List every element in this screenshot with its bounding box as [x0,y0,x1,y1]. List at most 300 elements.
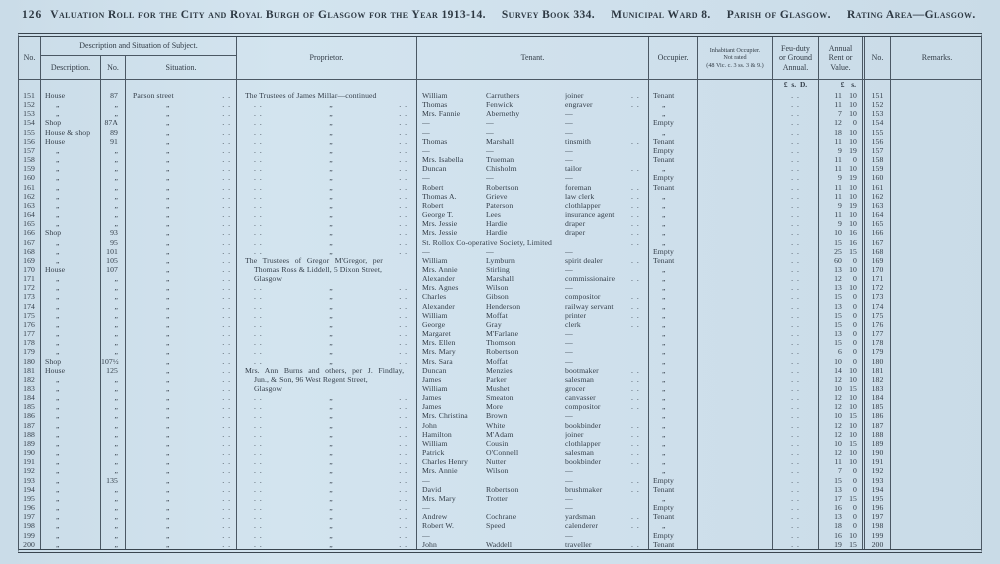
situation-cell: „ . . [126,210,237,219]
situation-cell: „ . . [126,485,237,494]
remarks-cell [891,393,983,402]
remarks-cell [891,439,983,448]
street-number-cell: „ [101,320,126,329]
inhabitant-occupier-cell [698,192,773,201]
feu-duty-cell: . . [773,320,819,329]
remarks-cell [891,137,983,146]
annual-rent-cell: 10 0 [819,357,865,366]
inhabitant-occupier-cell [698,292,773,301]
occupier-cell: „ [649,430,698,439]
remarks-cell [891,521,983,530]
inhabitant-occupier-cell [698,512,773,521]
inhabitant-occupier-cell [698,521,773,530]
description-cell: „ [41,384,101,393]
remarks-cell [891,485,983,494]
table-row [19,457,981,466]
situation-cell: „ . . [126,503,237,512]
inhabitant-occupier-cell [698,219,773,228]
situation-cell: „ . . [126,201,237,210]
occupier-cell: „ [649,338,698,347]
feu-duty-cell: . . [773,494,819,503]
header-occupier: Occupier. [649,37,698,79]
table-row [19,485,981,494]
row-number-left: 178 [19,338,41,347]
header-proprietor: Proprietor. [237,37,417,79]
tenant-cell: James More compositor . . [417,402,649,411]
inhabitant-occupier-cell [698,183,773,192]
table-row [19,448,981,457]
occupier-cell: „ [649,128,698,137]
annual-rent-cell: 15 0 [819,311,865,320]
annual-rent-cell: 6 0 [819,347,865,356]
row-number-right: 180 [865,357,891,366]
row-number-left: 167 [19,238,41,247]
occupier-cell: „ [649,320,698,329]
inhabitant-occupier-cell [698,384,773,393]
occupier-cell: „ [649,521,698,530]
situation-cell: „ . . [126,173,237,182]
street-number-cell: „ [101,494,126,503]
annual-rent-cell: 11 10 [819,192,865,201]
remarks-cell [891,109,983,118]
table-row [19,155,981,164]
inhabitant-occupier-cell [698,173,773,182]
feu-duty-cell: . . [773,109,819,118]
row-number-right: 166 [865,228,891,237]
row-number-right: 193 [865,476,891,485]
page-number: 126 [22,9,43,21]
occupier-cell: Tenant [649,256,698,265]
inhabitant-occupier-cell [698,210,773,219]
annual-rent-cell: 9 10 [819,219,865,228]
inhabitant-occupier-cell [698,393,773,402]
occupier-cell: „ [649,494,698,503]
situation-cell: „ . . [126,274,237,283]
table-row [19,384,981,393]
proprietor-cell: . . „ . . [237,192,417,201]
situation-cell: „ . . [126,512,237,521]
occupier-cell: „ [649,357,698,366]
street-number-cell: „ [101,439,126,448]
proprietor-cell: . . „ . . [237,448,417,457]
tenant-cell: William Lymburn spirit dealer . . [417,256,649,265]
remarks-cell [891,311,983,320]
table-row [19,256,981,265]
row-number-right: 187 [865,421,891,430]
row-number-right: 162 [865,192,891,201]
situation-cell: „ . . [126,192,237,201]
row-number-right: 188 [865,430,891,439]
description-cell: House [41,137,101,146]
row-number-right: 163 [865,201,891,210]
annual-rent-cell: 10 15 [819,411,865,420]
inhabitant-occupier-cell [698,366,773,375]
feu-duty-cell: . . [773,521,819,530]
tenant-cell: Mrs. Mary Robertson — [417,347,649,356]
row-number-left: 187 [19,421,41,430]
annual-rent-cell: 25 15 [819,247,865,256]
situation-cell: „ . . [126,183,237,192]
annual-rent-cell: 10 16 [819,228,865,237]
inhabitant-occupier-cell [698,283,773,292]
table-row [19,366,981,375]
proprietor-cell: Glasgow [237,384,417,393]
row-number-right: 186 [865,411,891,420]
inhabitant-occupier-cell [698,265,773,274]
occupier-cell: Empty [649,118,698,127]
situation-cell: „ . . [126,329,237,338]
feu-duty-cell: . . [773,192,819,201]
proprietor-cell: . . „ . . [237,137,417,146]
row-number-right: 151 [865,91,891,100]
row-number-right: 176 [865,320,891,329]
row-number-right: 154 [865,118,891,127]
situation-cell: „ . . [126,439,237,448]
table-row [19,357,981,366]
table-row [19,476,981,485]
proprietor-cell: . . „ . . [237,183,417,192]
street-number-cell: „ [101,457,126,466]
description-cell: „ [41,338,101,347]
situation-cell: „ . . [126,448,237,457]
inhabitant-occupier-cell [698,466,773,475]
page-title [42,9,983,21]
feu-duty-cell: . . [773,137,819,146]
situation-cell: „ . . [126,219,237,228]
situation-cell: „ . . [126,494,237,503]
inhabitant-occupier-cell [698,128,773,137]
row-number-right: 199 [865,531,891,540]
feu-duty-cell: . . [773,329,819,338]
occupier-cell: „ [649,466,698,475]
street-number-cell: „ [101,540,126,549]
annual-rent-cell: 12 10 [819,430,865,439]
header-no-left: No. [19,37,41,79]
occupier-cell: „ [649,100,698,109]
inhabitant-occupier-cell [698,430,773,439]
situation-cell: „ . . [126,146,237,155]
feu-duty-cell: . . [773,476,819,485]
situation-cell: „ . . [126,384,237,393]
description-cell: House [41,265,101,274]
street-number-cell: „ [101,375,126,384]
remarks-cell [891,128,983,137]
situation-cell: „ . . [126,247,237,256]
tenant-cell: — — — [417,128,649,137]
row-number-left: 157 [19,146,41,155]
annual-rent-cell: 11 10 [819,137,865,146]
street-number-cell: „ [101,192,126,201]
description-cell: „ [41,192,101,201]
feu-duty-cell: . . [773,439,819,448]
feu-duty-cell: . . [773,430,819,439]
occupier-cell: „ [649,109,698,118]
tenant-cell: Mrs. Mary Trotter — [417,494,649,503]
remarks-cell [891,430,983,439]
remarks-cell [891,146,983,155]
description-cell: „ [41,302,101,311]
tenant-cell: Alexander Henderson railway servant . . [417,302,649,311]
tenant-cell: Andrew Cochrane yardsman . . [417,512,649,521]
tenant-cell: Robert Paterson clothlapper . . [417,201,649,210]
occupier-cell: „ [649,448,698,457]
description-cell: „ [41,512,101,521]
inhabitant-occupier-cell [698,256,773,265]
description-cell: „ [41,393,101,402]
description-cell: „ [41,457,101,466]
header-no-right: No. [865,37,891,79]
table-row [19,183,981,192]
valuation-table [18,33,982,553]
inhabitant-occupier-cell [698,494,773,503]
occupier-cell: „ [649,238,698,247]
tenant-cell: St. Rollox Co-operative Society, Limited . . [417,238,649,247]
inhabitant-occupier-cell [698,274,773,283]
table-row [19,137,981,146]
table-row [19,411,981,420]
street-number-cell: 105 [101,256,126,265]
inhabitant-occupier-cell [698,238,773,247]
row-number-left: 154 [19,118,41,127]
remarks-cell [891,118,983,127]
street-number-cell: 135 [101,476,126,485]
row-number-left: 174 [19,302,41,311]
title-parish: Parish of Glasgow. [726,9,831,21]
tenant-cell: Hamilton M'Adam joiner . . [417,430,649,439]
annual-rent-cell: 12 10 [819,448,865,457]
feu-duty-cell: . . [773,540,819,549]
street-number-cell: „ [101,402,126,411]
description-cell: „ [41,439,101,448]
row-number-left: 166 [19,228,41,237]
table-row [19,521,981,530]
inhabitant-occupier-cell [698,91,773,100]
street-number-cell: „ [101,100,126,109]
inhabitant-occupier-cell [698,485,773,494]
inhabitant-occupier-cell [698,439,773,448]
row-number-left: 200 [19,540,41,549]
street-number-cell: 87 [101,91,126,100]
feu-duty-cell: . . [773,311,819,320]
remarks-cell [891,183,983,192]
description-cell: „ [41,329,101,338]
row-number-right: 178 [865,338,891,347]
remarks-cell [891,164,983,173]
description-cell: „ [41,219,101,228]
table-row [19,393,981,402]
row-number-left: 195 [19,494,41,503]
remarks-cell [891,421,983,430]
row-number-right: 156 [865,137,891,146]
table-row [19,430,981,439]
units-feu-duty: £ s. D. [773,80,819,91]
description-cell: „ [41,283,101,292]
situation-cell: „ . . [126,393,237,402]
tenant-cell: Robert W. Speed calenderer . . [417,521,649,530]
street-number-cell: „ [101,302,126,311]
tenant-cell: Mrs. Agnes Wilson — [417,283,649,292]
description-cell: „ [41,402,101,411]
description-cell: „ [41,311,101,320]
proprietor-cell: The Trustees of James Millar—continued [237,91,417,100]
situation-cell: „ . . [126,128,237,137]
situation-cell: „ . . [126,265,237,274]
header-remarks: Remarks. [921,53,953,63]
feu-duty-cell: . . [773,219,819,228]
row-number-left: 175 [19,311,41,320]
proprietor-cell: . . „ . . [237,329,417,338]
remarks-cell [891,201,983,210]
occupier-cell: Empty [649,503,698,512]
street-number-cell: 91 [101,137,126,146]
tenant-cell: Thomas Fenwick engraver . . [417,100,649,109]
tenant-cell: Mrs. Ellen Thomson — [417,338,649,347]
row-number-left: 164 [19,210,41,219]
situation-cell: „ . . [126,320,237,329]
description-cell: „ [41,210,101,219]
description-cell: „ [41,476,101,485]
proprietor-cell: . . „ . . [237,393,417,402]
remarks-cell [891,494,983,503]
row-number-right: 165 [865,219,891,228]
tenant-cell: Charles Gibson compositor . . [417,292,649,301]
header-inhabitant-occupier: Inhabitant Occupier. Not rated (48 Vic. c. 3 ss. 3 & 9.) [698,37,773,79]
inhabitant-occupier-cell [698,476,773,485]
row-number-left: 194 [19,485,41,494]
tenant-cell: David Robertson brushmaker . . [417,485,649,494]
description-cell: „ [41,183,101,192]
proprietor-cell: . . „ . . [237,357,417,366]
table-row [19,283,981,292]
street-number-cell: „ [101,384,126,393]
tenant-cell: Patrick O'Connell salesman . . [417,448,649,457]
feu-duty-cell: . . [773,421,819,430]
description-cell: „ [41,347,101,356]
proprietor-cell: . . „ . . [237,173,417,182]
table-row [19,292,981,301]
annual-rent-cell: 7 0 [819,466,865,475]
remarks-cell [891,531,983,540]
tenant-cell: James Parker salesman . . [417,375,649,384]
table-body [19,91,981,549]
proprietor-cell: . . „ . . [237,247,417,256]
street-number-cell: „ [101,311,126,320]
row-number-right: 194 [865,485,891,494]
occupier-cell: „ [649,347,698,356]
feu-duty-cell: . . [773,531,819,540]
inhabitant-occupier-cell [698,448,773,457]
tenant-cell: Mrs. Jessie Hardie draper . . [417,228,649,237]
feu-duty-cell: . . [773,411,819,420]
proprietor-cell: . . „ . . [237,228,417,237]
inhabitant-occupier-cell [698,329,773,338]
row-number-left: 163 [19,201,41,210]
proprietor-cell: . . „ . . [237,457,417,466]
situation-cell: „ . . [126,430,237,439]
row-number-left: 161 [19,183,41,192]
remarks-cell [891,219,983,228]
tenant-cell: Margaret M'Farlane — [417,329,649,338]
annual-rent-cell: 15 0 [819,476,865,485]
remarks-cell [891,448,983,457]
occupier-cell: Tenant [649,512,698,521]
row-number-right: 200 [865,540,891,549]
tenant-cell: — — [417,503,649,512]
proprietor-cell: . . „ . . [237,283,417,292]
street-number-cell: „ [101,448,126,457]
description-cell: House [41,91,101,100]
proprietor-cell: Thomas Ross & Liddell, 5 Dixon Street, [237,265,417,274]
street-number-cell: „ [101,347,126,356]
header-description: Description. [41,56,101,79]
row-number-left: 169 [19,256,41,265]
proprietor-cell: . . „ . . [237,494,417,503]
row-number-right: 198 [865,521,891,530]
street-number-cell: „ [101,183,126,192]
feu-duty-cell: . . [773,485,819,494]
feu-duty-cell: . . [773,512,819,521]
situation-cell: „ . . [126,100,237,109]
header-situation: Situation. [126,56,237,79]
inhabitant-occupier-cell [698,109,773,118]
annual-rent-cell: 15 0 [819,338,865,347]
annual-rent-cell: 13 10 [819,265,865,274]
situation-cell: „ . . [126,292,237,301]
situation-cell: „ . . [126,238,237,247]
remarks-cell [891,292,983,301]
street-number-cell: „ [101,338,126,347]
situation-cell: „ . . [126,375,237,384]
remarks-cell [891,173,983,182]
annual-rent-cell: 12 0 [819,118,865,127]
annual-rent-cell: 11 10 [819,100,865,109]
tenant-cell: Mrs. Isabella Trueman — [417,155,649,164]
proprietor-cell: Mrs. Ann Burns and others, per J. Findlay, [237,366,417,375]
description-cell: „ [41,247,101,256]
street-number-cell: „ [101,173,126,182]
annual-rent-cell: 13 0 [819,512,865,521]
row-number-right: 161 [865,183,891,192]
row-number-left: 168 [19,247,41,256]
annual-rent-cell: 11 10 [819,210,865,219]
row-number-right: 177 [865,329,891,338]
row-number-left: 190 [19,448,41,457]
feu-duty-cell: . . [773,338,819,347]
tenant-cell: — — — [417,173,649,182]
proprietor-cell: . . „ . . [237,292,417,301]
street-number-cell: „ [101,485,126,494]
description-cell: „ [41,146,101,155]
proprietor-cell: . . „ . . [237,485,417,494]
row-number-left: 188 [19,430,41,439]
street-number-cell: 89 [101,128,126,137]
remarks-cell [891,155,983,164]
street-number-cell: „ [101,109,126,118]
feu-duty-cell: . . [773,283,819,292]
tenant-cell: William Carruthers joiner . . [417,91,649,100]
inhabitant-occupier-cell [698,320,773,329]
street-number-cell: 95 [101,238,126,247]
situation-cell: „ . . [126,155,237,164]
situation-cell: „ . . [126,137,237,146]
occupier-cell: Tenant [649,540,698,549]
street-number-cell: 101 [101,247,126,256]
title-roll: Valuation Roll for the City and Royal Burgh of Glasgow for the Year 1913-14. [50,9,486,21]
occupier-cell: „ [649,265,698,274]
description-cell: „ [41,494,101,503]
street-number-cell: „ [101,274,126,283]
remarks-cell [891,265,983,274]
